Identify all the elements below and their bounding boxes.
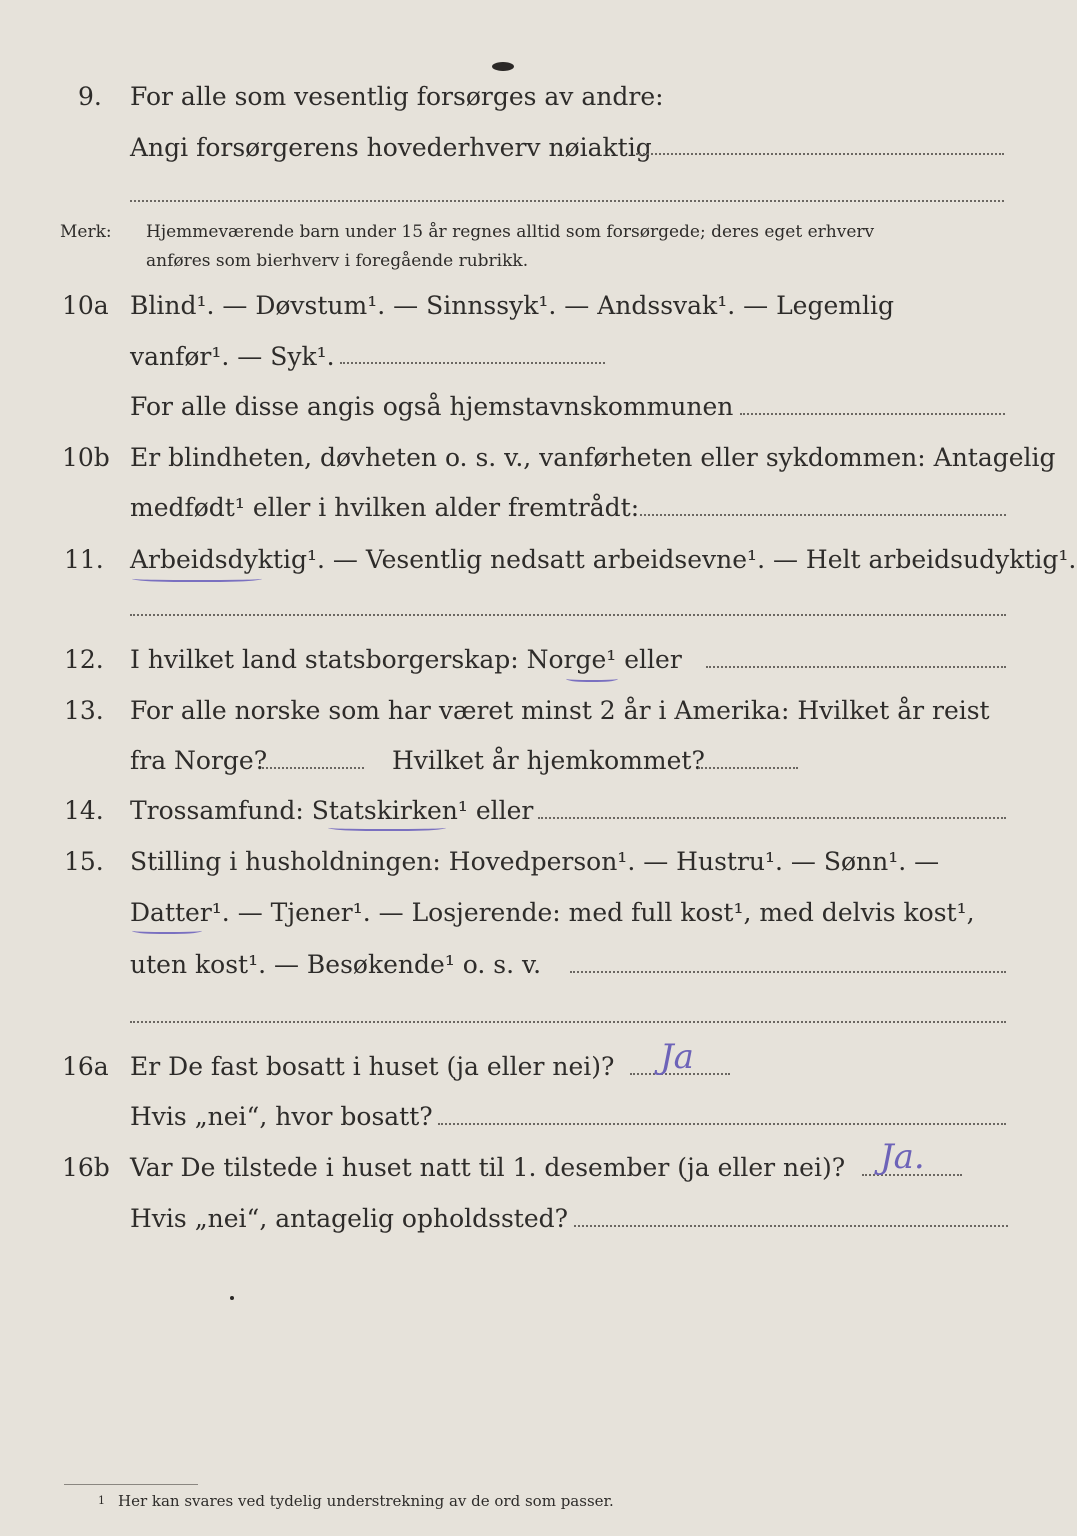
- q10a-answer-field[interactable]: [340, 362, 605, 364]
- q10b-line1: Er blindheten, døvheten o. s. v., vanførheten eller sykdommen: Antagelig: [130, 443, 1056, 472]
- q16b-line1: Var De tilstede i huset natt til 1. desember (ja eller nei)?: [130, 1153, 846, 1182]
- stray-dot: [230, 1296, 234, 1300]
- q12-line1: I hvilket land statsborgerskap: Norge¹ eller: [130, 645, 682, 674]
- q10b-line2: medfødt¹ eller i hvilken alder fremtrådt:: [130, 493, 640, 522]
- q12-underline-norge: [566, 674, 618, 682]
- q10a-line3: For alle disse angis også hjemstavnskommunen: [130, 392, 734, 421]
- q11-underline-arbeidsdyktig: [132, 574, 262, 582]
- q15-number: 15.: [64, 847, 104, 876]
- q10a-line1: Blind¹. — Døvstum¹. — Sinnssyk¹. — Andssvak¹. — Legemlig: [130, 291, 894, 320]
- q13-line2b: Hvilket år hjemkommet?: [392, 746, 705, 775]
- q13-line1: For alle norske som har været minst 2 år i Amerika: Hvilket år reist: [130, 696, 990, 725]
- q9-number: 9.: [78, 82, 102, 111]
- q14-line1: Trossamfund: Statskirken¹ eller: [130, 796, 534, 825]
- top-ink-mark: [492, 62, 514, 71]
- q11-number: 11.: [64, 545, 104, 574]
- q16a-number: 16a: [62, 1052, 109, 1081]
- q16b-handwritten-answer: Ja.: [880, 1137, 925, 1177]
- q10a-municipality-field[interactable]: [740, 413, 1005, 415]
- merk-line1: Hjemmeværende barn under 15 år regnes alltid som forsørgede; deres eget erhverv: [146, 222, 875, 242]
- q10b-answer-field[interactable]: [640, 514, 1006, 516]
- q10b-number: 10b: [62, 443, 110, 472]
- q13-emigrated-year-field[interactable]: [262, 767, 364, 769]
- q13-number: 13.: [64, 696, 104, 725]
- q16a-handwritten-answer: Ja: [660, 1037, 694, 1077]
- q11-line1: Arbeidsdyktig¹. — Vesentlig nedsatt arbeidsevne¹. — Helt arbeidsudyktig¹.: [130, 545, 1077, 574]
- footnote-divider: [64, 1484, 198, 1485]
- q16b-line2: Hvis „nei“, antagelig opholdssted?: [130, 1204, 569, 1233]
- q11-answer-field[interactable]: [130, 614, 1006, 616]
- q15-answer-field-2[interactable]: [130, 1021, 1006, 1023]
- q16a-line2: Hvis „nei“, hvor bosatt?: [130, 1102, 433, 1131]
- q13-returned-year-field[interactable]: [698, 767, 798, 769]
- q9-answer-field-2[interactable]: [130, 200, 1004, 202]
- q16a-line1: Er De fast bosatt i huset (ja eller nei)?: [130, 1052, 615, 1081]
- q12-number: 12.: [64, 645, 104, 674]
- merk-line2: anføres som bierhverv i foregående rubrikk.: [146, 251, 529, 271]
- q12-answer-field[interactable]: [706, 666, 1006, 668]
- q9-answer-field[interactable]: [636, 153, 1004, 155]
- footnote-mark: 1: [98, 1494, 105, 1507]
- footnote-text: Her kan svares ved tydelig understrekning av de ord som passer.: [118, 1492, 614, 1510]
- q15-line1: Stilling i husholdningen: Hovedperson¹. — Hustru¹. — Sønn¹. —: [130, 847, 940, 876]
- q9-line2: Angi forsørgerens hovederhverv nøiaktig: [130, 133, 652, 162]
- q15-line3: uten kost¹. — Besøkende¹ o. s. v.: [130, 950, 542, 979]
- q10a-line2: vanfør¹. — Syk¹.: [130, 342, 335, 371]
- q16b-location-field[interactable]: [574, 1225, 1008, 1227]
- q16a-residence-field[interactable]: [438, 1123, 1006, 1125]
- q14-number: 14.: [64, 796, 104, 825]
- q13-line2a: fra Norge?: [130, 746, 268, 775]
- q10a-number: 10a: [62, 291, 109, 320]
- q14-underline-statskirken: [328, 823, 446, 831]
- q16b-number: 16b: [62, 1153, 110, 1182]
- q9-line1: For alle som vesentlig forsørges av andre:: [130, 82, 664, 111]
- q15-underline-datter: [132, 926, 202, 934]
- q15-line2: Datter¹. — Tjener¹. — Losjerende: med full kost¹, med delvis kost¹,: [130, 898, 975, 927]
- merk-label: Merk:: [60, 222, 112, 242]
- q14-answer-field[interactable]: [538, 817, 1006, 819]
- q15-answer-field[interactable]: [570, 971, 1006, 973]
